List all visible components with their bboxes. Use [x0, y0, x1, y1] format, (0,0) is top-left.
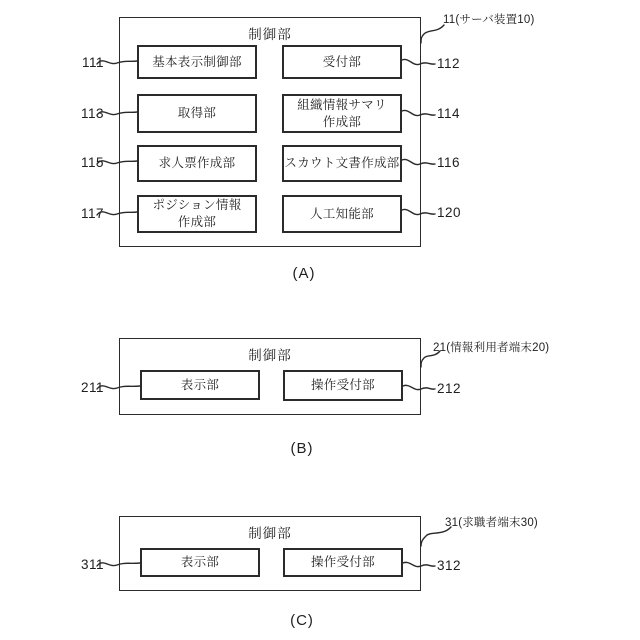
ref-num-116: 116 [437, 155, 461, 170]
caption-b: (B) [290, 440, 314, 457]
caption-c: (C) [290, 612, 314, 629]
ref-num-311: 311 [80, 557, 104, 572]
ref-num-113: 113 [80, 106, 104, 121]
job-posting-creation-label: 求人票作成部 [158, 156, 236, 170]
reception-block [282, 45, 402, 79]
operation-reception-label-b: 操作受付部 [310, 378, 375, 392]
operation-reception-block-b [283, 370, 403, 401]
control-unit-title-a: 制御部 [248, 27, 292, 42]
ref-num-120: 120 [437, 205, 462, 220]
position-info-creation-label: ポジション情報 作成部 [152, 198, 242, 229]
operation-reception-block-c [283, 548, 403, 577]
leader-line-ref-11 [421, 25, 444, 43]
ref-label-job-seeker-terminal: 31(求職者端末30) [445, 517, 538, 529]
control-unit-title-b: 制御部 [248, 348, 292, 363]
ai-block [282, 195, 402, 233]
operation-reception-label-c: 操作受付部 [310, 555, 375, 569]
ref-num-312: 312 [437, 558, 462, 573]
org-info-summary-creation-label: 組織情報サマリ 作成部 [297, 97, 387, 129]
basic-display-control-label: 基本表示制御部 [152, 54, 242, 69]
ref-num-211: 211 [80, 380, 104, 395]
scout-document-creation-block [282, 145, 402, 182]
control-unit-title-c: 制御部 [248, 526, 292, 541]
display-label-b: 表示部 [180, 377, 220, 392]
scout-document-creation-label: スカウト文書作成部 [284, 156, 400, 170]
basic-display-control-block [137, 45, 257, 79]
caption-a: (A) [292, 265, 316, 282]
display-block-b [140, 370, 260, 400]
acquisition-label: 取得部 [177, 106, 217, 120]
position-info-creation-block [137, 195, 257, 233]
ref-num-117: 117 [80, 206, 104, 221]
ref-num-212: 212 [437, 381, 462, 396]
acquisition-block [137, 94, 257, 133]
ref-num-112: 112 [437, 56, 461, 71]
org-info-summary-creation-block [282, 94, 402, 133]
job-posting-creation-block [137, 145, 257, 182]
display-label-c: 表示部 [180, 555, 220, 569]
reception-label: 受付部 [322, 54, 362, 69]
ref-num-115: 115 [80, 155, 104, 170]
ref-num-111: 111 [81, 55, 104, 70]
display-block-c [140, 548, 260, 577]
ref-label-server-device: 11(サーバ装置10) [443, 14, 535, 26]
ref-num-114: 114 [437, 106, 461, 121]
ai-label: 人工知能部 [309, 206, 374, 221]
ref-label-info-user-terminal: 21(情報利用者端末20) [433, 342, 550, 354]
